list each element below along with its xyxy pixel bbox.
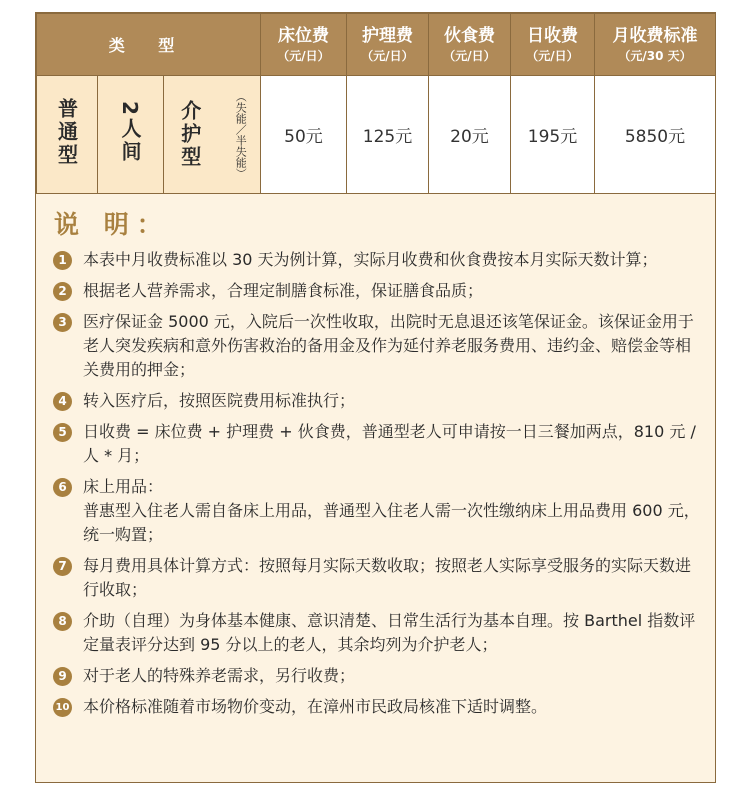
note-text: 每月费用具体计算方式：按照每月实际天数收取；按照老人实际享受服务的实际天数进行收取； — [83, 556, 692, 599]
header-monthly-unit: （元/30 天） — [618, 48, 692, 63]
notes-list — [53, 248, 703, 726]
header-monthly-name: 月收费标准 — [612, 25, 698, 46]
care-label: 介护型 — [177, 100, 202, 169]
number-badge-icon: 5 — [53, 423, 72, 442]
note-text: 日收费 = 床位费 + 护理费 + 伙食费，普通型老人可申请按一日三餐加两点，810 元 / 人 * 月； — [83, 422, 696, 465]
header-bed-name: 床位费 — [278, 25, 329, 46]
cell-daily-fee: 195元 — [511, 76, 595, 194]
list-item — [53, 248, 703, 272]
cell-bed-fee: 50元 — [261, 76, 347, 194]
cell-care — [164, 76, 261, 194]
list-item — [53, 310, 703, 382]
header-nursing — [347, 14, 429, 76]
note-text-continued: 普惠型入住老人需自备床上用品，普通型入住老人需一次性缴纳床上用品费用 600 元，统一购置； — [83, 501, 700, 544]
list-item — [53, 420, 703, 468]
note-text: 转入医疗后，按照医院费用标准执行； — [83, 391, 356, 410]
header-type: 类 型 — [37, 14, 261, 76]
number-badge-icon: 4 — [53, 392, 72, 411]
header-nursing-name: 护理费 — [362, 25, 413, 46]
number-badge-icon: 8 — [53, 612, 72, 631]
note-text: 本价格标准随着市场物价变动，在漳州市民政局核准下适时调整。 — [83, 697, 548, 716]
cell-category — [37, 76, 98, 194]
list-item — [53, 664, 703, 688]
number-badge-icon: 6 — [53, 478, 72, 497]
category-label: 普通型 — [54, 97, 79, 167]
list-item — [53, 389, 703, 413]
number-badge-icon: 9 — [53, 667, 72, 686]
list-item — [53, 695, 703, 719]
header-meals — [429, 14, 511, 76]
note-text: 床上用品： — [83, 477, 164, 496]
header-daily-unit: （元/日） — [526, 48, 579, 63]
header-bed-unit: （元/日） — [277, 48, 330, 63]
number-badge-icon: 10 — [53, 698, 72, 717]
list-item — [53, 475, 703, 547]
cell-monthly-fee: 5850元 — [595, 76, 716, 194]
header-meals-name: 伙食费 — [444, 25, 495, 46]
header-meals-unit: （元/日） — [443, 48, 496, 63]
note-text: 本表中月收费标准以 30 天为例计算，实际月收费和伙食费按本月实际天数计算； — [83, 250, 658, 269]
care-note: （失能／半失能） — [234, 90, 248, 179]
header-monthly — [595, 14, 716, 76]
number-badge-icon: 2 — [53, 282, 72, 301]
number-badge-icon: 3 — [53, 313, 72, 332]
list-item — [53, 554, 703, 602]
header-daily — [511, 14, 595, 76]
number-badge-icon: 1 — [53, 251, 72, 270]
header-nursing-unit: （元/日） — [361, 48, 414, 63]
room-label: 2人间 — [118, 100, 142, 164]
cell-room — [98, 76, 164, 194]
fee-sheet — [35, 12, 716, 783]
note-text: 医疗保证金 5000 元，入院后一次性收取，出院时无息退还该笔保证金。该保证金用于老人突发疾病和意外伤害救治的备用金及作为延付养老服务费用、违约金、赔偿金等相关费用的押金； — [83, 312, 694, 379]
notes-title: 说 明： — [54, 210, 170, 239]
list-item — [53, 609, 703, 657]
cell-meals-fee: 20元 — [429, 76, 511, 194]
table-row — [37, 76, 716, 194]
header-bed — [261, 14, 347, 76]
header-daily-name: 日收费 — [527, 25, 578, 46]
note-text: 介助（自理）为身体基本健康、意识清楚、日常生活行为基本自理。按 Barthel 指数评定量表评分达到 95 分以上的老人，其余均列为介护老人； — [83, 611, 696, 654]
list-item — [53, 279, 703, 303]
table-header-row — [37, 14, 716, 76]
fee-table — [36, 13, 716, 194]
cell-nursing-fee: 125元 — [347, 76, 429, 194]
note-text: 根据老人营养需求，合理定制膳食标准，保证膳食品质； — [83, 281, 484, 300]
note-text: 对于老人的特殊养老需求，另行收费； — [83, 666, 356, 685]
number-badge-icon: 7 — [53, 557, 72, 576]
